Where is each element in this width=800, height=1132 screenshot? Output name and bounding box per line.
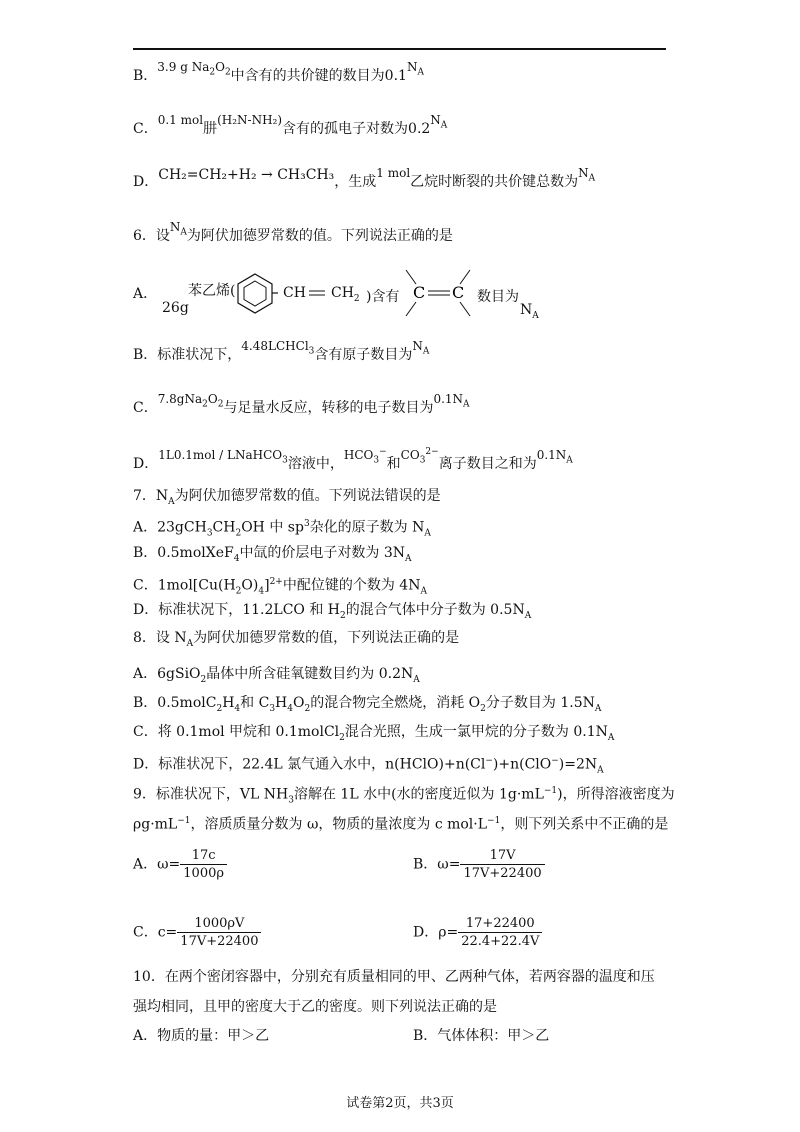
- q6-option-a: A．: [133, 286, 158, 302]
- q6-a-side-chain: CH: [283, 285, 306, 301]
- q9-a-fraction: $\frac{17c}{1000\rho}$: [180, 848, 227, 881]
- q9-stem-line1: 9．标准状况下，VL $NH_3$溶解在 1L 水中(水的密度近似为 $1g\cdot mL^{-1}$)，所得溶液密度为: [133, 786, 675, 806]
- q6-a-ch2: $CH_2$: [331, 285, 360, 304]
- q6-option-b: B．标准状况下，4.48LCHCl$_3$含有原子数目为$N_A$: [133, 339, 430, 363]
- q9-option-a: A．ω= $\frac{17c}{1000\rho}$: [133, 848, 227, 881]
- svg-text:C: C: [413, 283, 426, 302]
- q6-a-text: 数目为: [477, 289, 519, 305]
- q7-option-d: D．标准状况下，11.2LCO 和 $H_2$的混合气体中分子数为 $0.5N_A$: [133, 602, 532, 621]
- q8-option-d: D．标准状况下，22.4L 氯气通入水中，$n(HClO)+n(Cl^-)+n(ClO^-)=2N_A$: [133, 756, 604, 776]
- q10-option-a: A．物质的量：甲＞乙: [133, 1028, 270, 1044]
- q7-option-a: A．$23gCH_3CH_2OH$ 中 $sp^3$杂化的原子数为 $N_A$: [133, 519, 431, 539]
- q9-d-fraction: $\frac{17+22400}{22.4+22.4V}$: [458, 916, 542, 949]
- q6-a-name: 苯乙烯(: [188, 283, 236, 299]
- q5-option-b: B．3.9 g $Na_2O_2$中含有的共价键的数目为$0.1N_A$: [133, 60, 424, 84]
- q9-option-c: C．c= $\frac{1000\rho V}{17V+22400}$: [133, 916, 261, 949]
- benzene-ring-icon: [232, 270, 278, 316]
- q9-stem-line2: $\rho g\cdot mL^{-1}$，溶质质量分数为 ω，物质的量浓度为 c $mol\cdot L^{-1}$，则下列关系中不正确的是: [133, 816, 669, 833]
- q8-stem: 8．设 $N_A$为阿伏加德罗常数的值，下列说法正确的是: [133, 630, 460, 649]
- q8-option-c: C．将 0.1mol 甲烷和 0.1molCl$_2$混合光照，生成一氯甲烷的分子数为 $0.1N_A$: [133, 724, 615, 743]
- q7-stem: 7．$N_A$为阿伏加德罗常数的值。下列说法错误的是: [133, 488, 441, 507]
- q8-option-a: A．6gSiO$_2$晶体中所含硅氧键数目约为 $0.2N_A$: [133, 666, 420, 685]
- q10-stem-line1: 10．在两个密闭容器中，分别充有质量相同的甲、乙两种气体，若两容器的温度和压: [133, 969, 655, 985]
- q9-option-b: B．ω= $\frac{17V}{17V+22400}$: [413, 848, 545, 881]
- q10-option-b: B．气体体积：甲＞乙: [413, 1028, 550, 1044]
- header-rule: [133, 48, 666, 50]
- q6-option-d: D．1L0.1mol / LNaHCO$_3$溶液中，$HCO_3^-$和$CO_3^{2-}$离子数目之和为$0.1N_A$: [133, 447, 573, 472]
- svg-text:C: C: [452, 283, 465, 302]
- double-bond-icon: [307, 286, 327, 300]
- page-footer: 试卷第2页，共3页: [346, 1096, 454, 1111]
- q6-option-c: C．$7.8gNa_2O_2$与足量水反应，转移的电子数目为$0.1N_A$: [133, 392, 470, 416]
- q7-option-b: B．0.5molXeF$_4$中氙的价层电子对数为 $3N_A$: [133, 545, 412, 564]
- q5-option-c: C．0.1 mol肼(H₂N-NH₂)含有的孤电子对数为$0.2N_A$: [133, 113, 448, 137]
- q9-c-fraction: $\frac{1000\rho V}{17V+22400}$: [177, 916, 261, 949]
- q10-stem-line2: 强均相同，且甲的密度大于乙的密度。则下列说法正确的是: [133, 999, 497, 1015]
- q5-option-d: D．CH₂=CH₂+H₂ → CH₃CH₃，生成1 mol乙烷时断裂的共价键总数为$N_A$: [133, 166, 596, 190]
- q6-a-close: )含有: [366, 289, 400, 305]
- alkene-bond-icon: [398, 262, 478, 324]
- q6-a-na: $N_A$: [520, 302, 539, 321]
- q7-option-c: C．$1mol[Cu(H_2O)_4]^{2+}$中配位键的个数为 $4N_A$: [133, 577, 427, 597]
- q9-option-d: D．ρ= $\frac{17+22400}{22.4+22.4V}$: [413, 916, 542, 949]
- q9-b-fraction: $\frac{17V}{17V+22400}$: [460, 848, 544, 881]
- q8-option-b: B．$0.5molC_2H_4$和 $C_3H_4O_2$的混合物完全燃烧，消耗 $O_2$分子数目为 $1.5N_A$: [133, 695, 602, 714]
- q6-stem: 6．设$N_A$为阿伏加德罗常数的值。下列说法正确的是: [133, 220, 453, 244]
- q6-a-mass: 26g: [162, 300, 189, 316]
